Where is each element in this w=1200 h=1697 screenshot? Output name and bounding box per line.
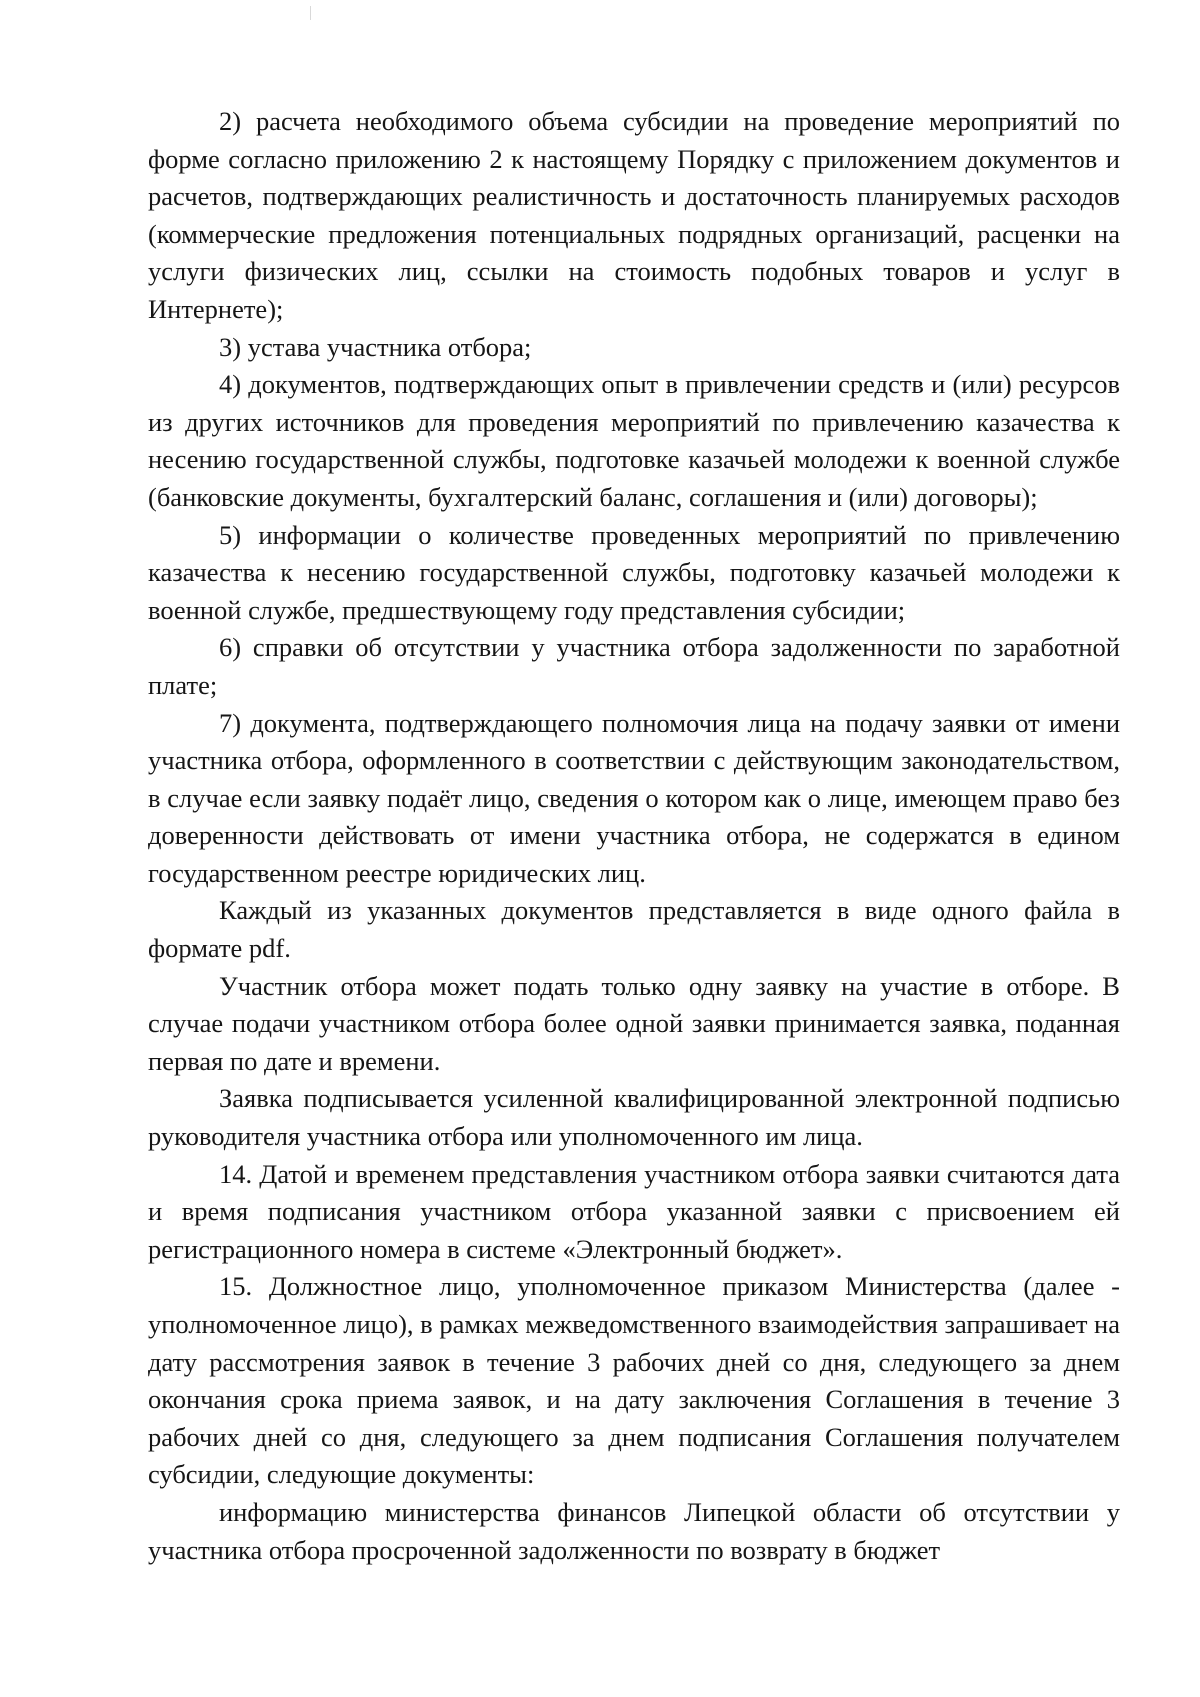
paragraph-single-application: Участник отбора может подать только одну заявку на участие в отборе. В случае подачи участником отбора более одной заявки принимается заявка, поданная первая по дате и времени. — [148, 970, 1120, 1076]
paragraph-section-15: 15. Должностное лицо, уполномоченное приказом Министерства (далее - уполномоченное лицо), в рамках межведомственного взаимодействия запрашивает на дату рассмотрения заявок в течение 3 рабочих дней со дня, следующего за днем окончания срока приема заявок, и на дату заключения Соглашения в течение 3 рабочих дней со дня, следующего за днем подписания Соглашения получателем субсидии, следующие документы: — [148, 1271, 1120, 1490]
paragraph-item-3-charter: 3) устава участника отбора; — [219, 331, 532, 362]
paragraph-item-6-salary-debt-certificate: 6) справки об отсутствии у участника отбора задолженности по заработной плате; — [148, 632, 1120, 700]
paragraph-item-2-calculation: 2) расчета необходимого объема субсидии на проведение мероприятий по форме согласно приложению 2 к настоящему Порядку с приложением документов и расчетов, подтверждающих реалистичность и достаточность планируемых расходов (коммерческие предложения потенциальных подрядных организаций, расценки на услуги физических лиц, ссылки на стоимость подобных товаров и услуг в Интернете); — [148, 106, 1120, 324]
document-body — [148, 103, 1120, 1569]
paragraph-finance-ministry-info: информацию министерства финансов Липецкой области об отсутствии у участника отбора просроченной задолженности по возврату в бюджет — [148, 1496, 1120, 1565]
paragraph-file-format: Каждый из указанных документов представляется в виде одного файла в формате pdf. — [148, 895, 1120, 964]
paragraph-item-5-events-information: 5) информации о количестве проведенных мероприятий по привлечению казачества к несению государственной службы, подготовку казачьей молодежи к военной службе, предшествующему году представления субсидии; — [148, 519, 1120, 625]
paragraph-section-14: 14. Датой и временем представления участником отбора заявки считаются дата и время подписания участником отбора указанной заявки с присвоением ей регистрационного номера в системе «Электронный бюджет». — [148, 1158, 1120, 1264]
paragraph-item-7-authority-document: 7) документа, подтверждающего полномочия лица на подачу заявки от имени участника отбора, оформленного в соответствии с действующим законодательством, в случае если заявку подаёт лицо, сведения о котором как о лице, имеющем право без доверенности действовать от имени участника отбора, не содержатся в едином государственном реестре юридических лиц. — [148, 707, 1120, 888]
scan-artifact — [310, 6, 311, 20]
paragraph-item-4-experience-documents: 4) документов, подтверждающих опыт в привлечении средств и (или) ресурсов из других источников для проведения мероприятий по привлечению казачества к несению государственной службы, подготовке казачьей молодежи к военной службе (банковские документы, бухгалтерский баланс, соглашения и (или) договоры); — [148, 369, 1120, 512]
paragraph-electronic-signature: Заявка подписывается усиленной квалифицированной электронной подписью руководителя участника отбора или уполномоченного им лица. — [148, 1083, 1120, 1152]
